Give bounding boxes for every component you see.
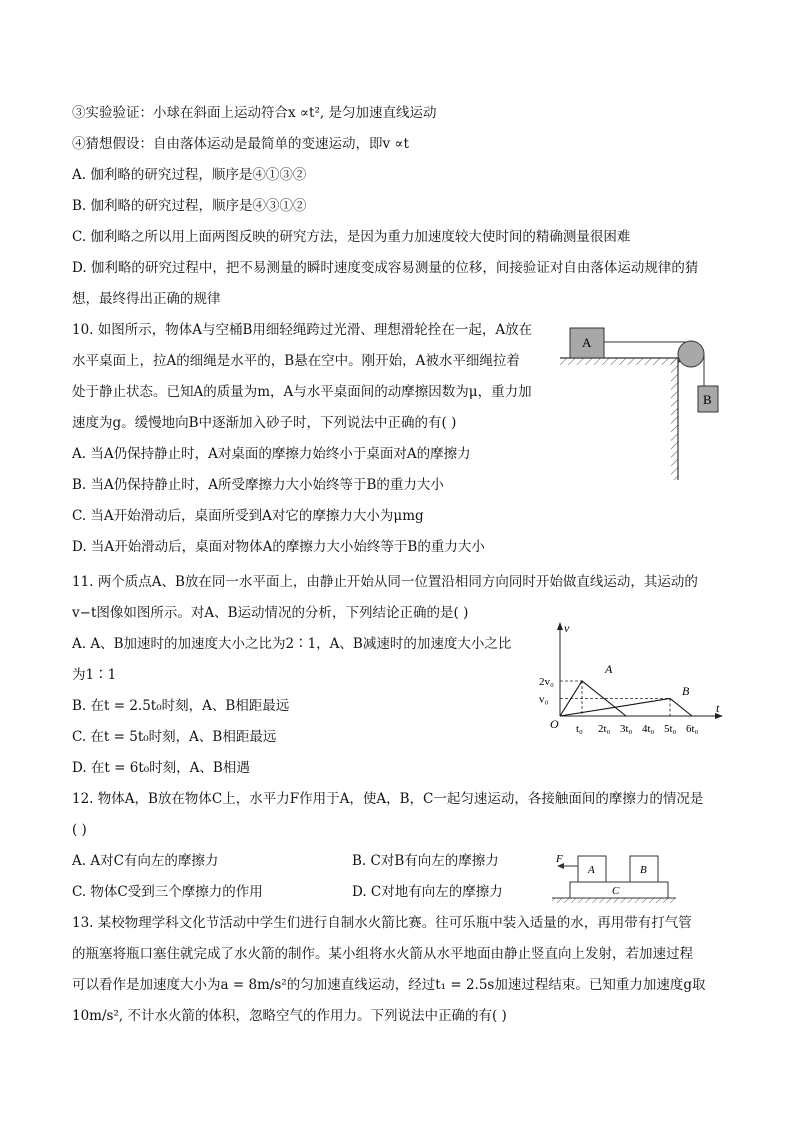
q9-item3: ③实验验证：小球在斜面上运动符合x ∝t², 是匀加速直线运动 — [72, 105, 437, 121]
force-f-label: F — [556, 853, 563, 865]
block-a-label: A — [588, 864, 595, 876]
series-a-label: A — [605, 662, 613, 676]
q11-stem-2: v−t图像如图所示。对A、B运动情况的分析，下列结论正确的是( ) — [72, 605, 469, 621]
q13-stem-1: 13. 某校物理学科文化节活动中学生们进行自制水火箭比赛。往可乐瓶中装入适量的水，再用带有打气管 — [72, 915, 692, 931]
q9-option-c: C. 伽利略之所以用上面两图反映的研究方法，是因为重力加速度较大使时间的精确测量很困难 — [72, 229, 631, 245]
q10-stem-3: 处于静止状态。已知A的质量为m，A与水平桌面间的动摩擦因数为μ，重力加 — [72, 384, 532, 400]
table-hatch-side — [671, 358, 678, 480]
q11-option-c: C. 在t = 5t₀时刻，A、B相距最远 — [72, 729, 277, 745]
series-b-label: B — [682, 684, 690, 698]
q9-option-b: B. 伽利略的研究过程，顺序是④③①② — [72, 198, 307, 214]
x-tick-label: t₀ — [576, 723, 583, 735]
q13-stem-2: 的瓶塞将瓶口塞住就完成了水火箭的制作。某小组将水火箭从水平地面由静止竖直向上发射，若加速过程 — [72, 946, 693, 962]
blocks-diagram — [548, 848, 678, 904]
v-axis-arrow — [557, 622, 563, 630]
q10-option-d: D. 当A开始滑动后，桌面对物体A的摩擦力大小始终等于B的重力大小 — [72, 539, 485, 555]
q10-stem-2: 水平桌面上，拉A的细绳是水平的，B悬在空中。刚开始，A被水平细绳拉着 — [72, 353, 520, 369]
v-axis-label: v — [564, 621, 570, 635]
q13-stem-3: 可以看作是加速度大小为a = 8m/s²的匀加速直线运动，经过t₁ = 2.5s加速过程结束。已知重力加速度g取 — [72, 977, 706, 993]
x-tick-label: 4t₀ — [642, 723, 655, 735]
q11-stem-1: 11. 两个质点A、B放在同一水平面上，由静止开始从同一位置沿相同方向同时开始做直线运动，其运动的 — [72, 574, 698, 590]
series-b-line — [560, 699, 692, 717]
q11-option-a: A. A、B加速时的加速度大小之比为2∶1，A、B减速时的加速度大小之比 — [72, 636, 512, 652]
q9-item4: ④猜想假设：自由落体运动是最简单的变速运动，即v ∝t — [72, 136, 409, 152]
q11-option-b: B. 在t = 2.5t₀时刻，A、B相距最远 — [72, 698, 290, 714]
q10-option-a: A. 当A仍保持静止时，A对桌面的摩擦力始终小于桌面对A的摩擦力 — [72, 446, 471, 462]
x-tick-label: 5t₀ — [664, 723, 677, 735]
pulley — [678, 341, 704, 367]
ground-hatch — [552, 898, 676, 903]
q12-option-d: D. C对地有向左的摩擦力 — [352, 884, 503, 900]
q9-option-a: A. 伽利略的研究过程，顺序是④①③② — [72, 167, 307, 183]
pulley-diagram — [560, 322, 730, 484]
q10-stem-4: 速度为g。缓慢地向B中逐渐加入砂子时，下列说法中正确的有( ) — [72, 415, 457, 431]
q10-option-b: B. 当A仍保持静止时，A所受摩擦力大小始终等于B的重力大小 — [72, 477, 444, 493]
block-a-label: A — [582, 335, 592, 350]
q9-option-d-cont: 想，最终得出正确的规律 — [72, 291, 221, 307]
q10-option-c: C. 当A开始滑动后，桌面所受到A对它的摩擦力大小为μmg — [72, 508, 424, 524]
q10-stem-1: 10. 如图所示，物体A与空桶B用细轻绳跨过光滑、理想滑轮拴在一起，A放在 — [72, 322, 533, 338]
vt-graph — [538, 618, 730, 740]
x-tick-label: 6t₀ — [686, 723, 699, 735]
y-tick-label: 2v₀ — [539, 676, 554, 688]
q9-option-d: D. 伽利略的研究过程中，把不易测量的瞬时速度变成容易测量的位移，间接验证对自由落体运动规律的猜 — [72, 260, 699, 276]
q12-option-c: C. 物体C受到三个摩擦力的作用 — [72, 884, 263, 900]
q11-option-a-cont: 为1∶1 — [72, 667, 117, 683]
table-hatch-top — [560, 358, 678, 365]
q12-option-a: A. A对C有向左的摩擦力 — [72, 853, 219, 869]
q12-option-b: B. C对B有向左的摩擦力 — [352, 853, 499, 869]
bucket-b-label: B — [703, 392, 712, 407]
q11-option-d: D. 在t = 6t₀时刻，A、B相遇 — [72, 760, 250, 776]
y-tick-label: v₀ — [539, 693, 549, 706]
block-b-label: B — [640, 864, 647, 876]
t-axis-label: t — [716, 701, 720, 715]
x-tick-label: 3t₀ — [620, 723, 633, 735]
x-tick-label: 2t₀ — [598, 723, 611, 735]
q12-stem-1: 12. 物体A，B放在物体C上，水平力F作用于A，使A，B，C一起匀速运动，各接触面间的摩擦力的情况是 — [72, 791, 704, 807]
q12-stem-2: ( ) — [72, 822, 87, 838]
origin-label: O — [550, 717, 559, 731]
block-c-label: C — [612, 885, 620, 897]
q13-stem-4: 10m/s², 不计水火箭的体积，忽略空气的作用力。下列说法中正确的有( ) — [72, 1008, 507, 1024]
